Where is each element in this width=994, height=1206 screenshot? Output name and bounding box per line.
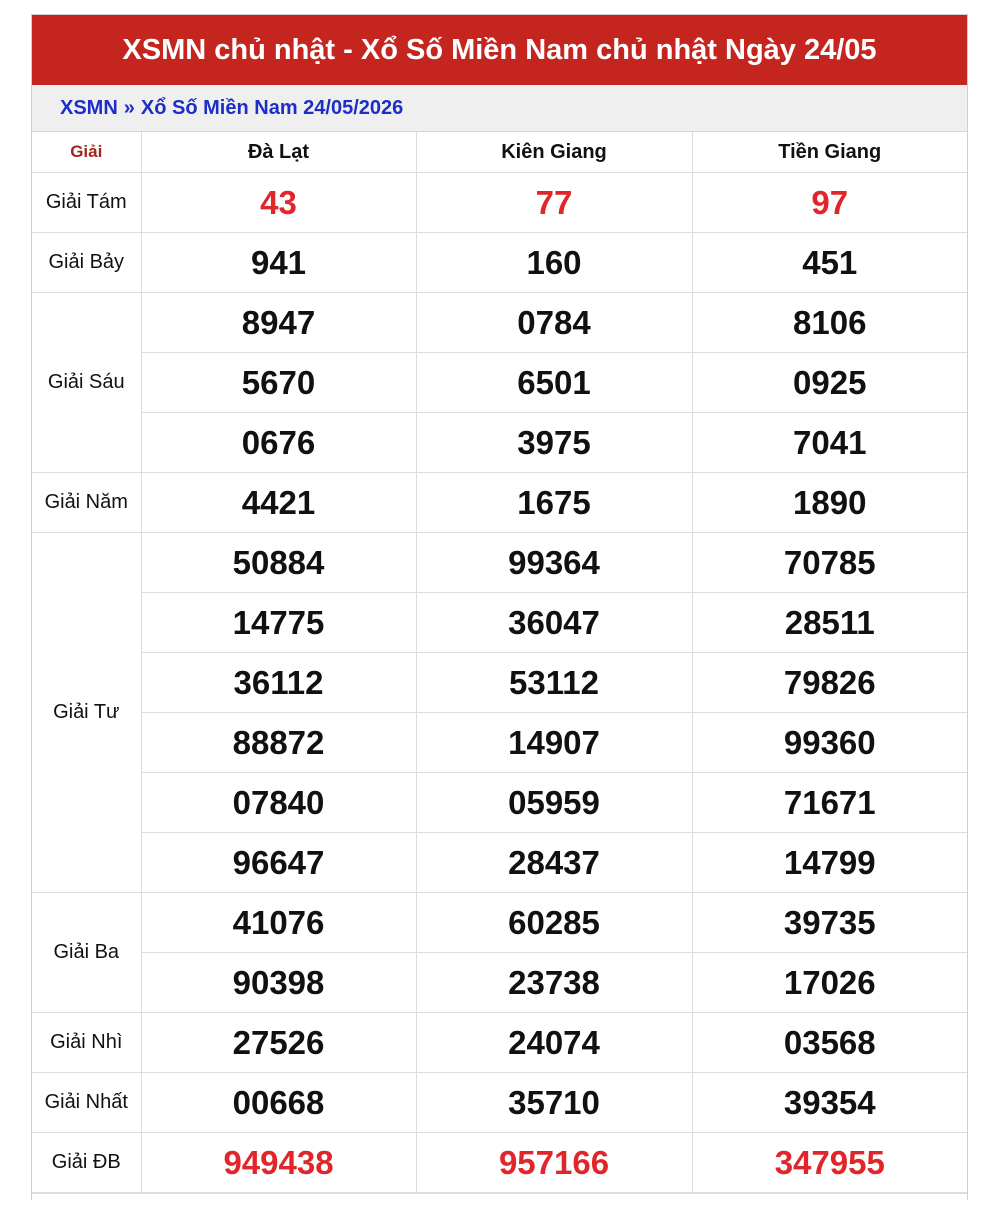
- prize-number: 941: [141, 233, 416, 293]
- prize-number: 347955: [692, 1133, 967, 1193]
- table-row: [32, 773, 967, 833]
- table-row: [32, 953, 967, 1013]
- table-row: [32, 353, 967, 413]
- prize-label: Giải Năm: [32, 473, 141, 533]
- column-header-province[interactable]: Đà Lạt: [141, 132, 416, 173]
- table-row: [32, 833, 967, 893]
- prize-number: 24074: [416, 1013, 692, 1073]
- prize-number: 79826: [692, 653, 967, 713]
- table-row: [32, 233, 967, 293]
- prize-number: 7041: [692, 413, 967, 473]
- table-row: [32, 1013, 967, 1073]
- prize-number: 77: [416, 173, 692, 233]
- prize-label: Giải Tám: [32, 173, 141, 233]
- prize-number: 53112: [416, 653, 692, 713]
- prize-number: 05959: [416, 773, 692, 833]
- prize-number: 36112: [141, 653, 416, 713]
- prize-label: Giải Nhì: [32, 1013, 141, 1073]
- page-title-text: XSMN chủ nhật - Xổ Số Miền Nam chủ nhật Ngày 24/05: [122, 33, 877, 66]
- table-header-row: [32, 132, 967, 173]
- prize-number: 60285: [416, 893, 692, 953]
- prize-number: 17026: [692, 953, 967, 1013]
- results-body: [32, 173, 967, 1193]
- table-row: [32, 293, 967, 353]
- prize-number: 36047: [416, 593, 692, 653]
- prize-number: 28437: [416, 833, 692, 893]
- table-row: [32, 173, 967, 233]
- prize-label: Giải Ba: [32, 893, 141, 1013]
- prize-number: 6501: [416, 353, 692, 413]
- results-panel: [31, 14, 968, 1200]
- prize-label: Giải Nhất: [32, 1073, 141, 1133]
- table-row: [32, 893, 967, 953]
- prize-number: 97: [692, 173, 967, 233]
- prize-number: 8106: [692, 293, 967, 353]
- column-header-province[interactable]: Tiền Giang: [692, 132, 967, 173]
- breadcrumb: [32, 85, 967, 132]
- prize-number: 949438: [141, 1133, 416, 1193]
- table-row: [32, 533, 967, 593]
- prize-number: 23738: [416, 953, 692, 1013]
- prize-number: 14907: [416, 713, 692, 773]
- prize-number: 39354: [692, 1073, 967, 1133]
- table-row: [32, 413, 967, 473]
- prize-number: 90398: [141, 953, 416, 1013]
- prize-number: 4421: [141, 473, 416, 533]
- prize-number: 451: [692, 233, 967, 293]
- prize-number: 957166: [416, 1133, 692, 1193]
- breadcrumb-current-link[interactable]: Xổ Số Miền Nam 24/05/2026: [140, 96, 404, 119]
- prize-number: 0784: [416, 293, 692, 353]
- results-table: [32, 132, 967, 1193]
- prize-number: 50884: [141, 533, 416, 593]
- prize-number: 0925: [692, 353, 967, 413]
- prize-number: 99360: [692, 713, 967, 773]
- prize-number: 3975: [416, 413, 692, 473]
- prize-number: 41076: [141, 893, 416, 953]
- prize-number: 27526: [141, 1013, 416, 1073]
- prize-number: 14799: [692, 833, 967, 893]
- prize-number: 88872: [141, 713, 416, 773]
- page-title: [32, 15, 967, 85]
- prize-number: 43: [141, 173, 416, 233]
- prize-number: 99364: [416, 533, 692, 593]
- prize-number: 0676: [141, 413, 416, 473]
- table-row: [32, 593, 967, 653]
- column-header-prize: Giải: [32, 132, 141, 173]
- prize-label: Giải Sáu: [32, 293, 141, 473]
- prize-number: 14775: [141, 593, 416, 653]
- column-header-province[interactable]: Kiên Giang: [416, 132, 692, 173]
- prize-number: 70785: [692, 533, 967, 593]
- prize-number: 1890: [692, 473, 967, 533]
- prize-number: 00668: [141, 1073, 416, 1133]
- table-row: [32, 713, 967, 773]
- table-row: [32, 473, 967, 533]
- prize-number: 03568: [692, 1013, 967, 1073]
- breadcrumb-home-link[interactable]: XSMN: [60, 96, 118, 119]
- table-row: [32, 1073, 967, 1133]
- prize-label: Giải Bảy: [32, 233, 141, 293]
- prize-number: 96647: [141, 833, 416, 893]
- prize-number: 160: [416, 233, 692, 293]
- prize-label: Giải Tư: [32, 533, 141, 893]
- prize-number: 35710: [416, 1073, 692, 1133]
- breadcrumb-separator: »: [123, 96, 135, 119]
- prize-number: 1675: [416, 473, 692, 533]
- table-row: [32, 1133, 967, 1193]
- prize-number: 07840: [141, 773, 416, 833]
- table-row: [32, 653, 967, 713]
- prize-number: 71671: [692, 773, 967, 833]
- prize-label: Giải ĐB: [32, 1133, 141, 1193]
- prize-number: 28511: [692, 593, 967, 653]
- prize-number: 39735: [692, 893, 967, 953]
- prize-number: 8947: [141, 293, 416, 353]
- prize-number: 5670: [141, 353, 416, 413]
